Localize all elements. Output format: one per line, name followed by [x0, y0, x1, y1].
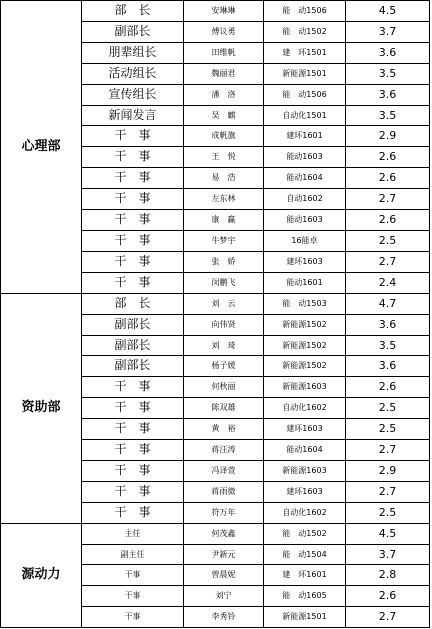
score-cell: 2.7: [346, 440, 430, 461]
table-row: [1, 1, 430, 22]
role-cell: 干事: [82, 565, 184, 586]
name-cell: 康 赢: [184, 210, 264, 231]
table-row: [1, 523, 430, 544]
class-cell: 能动1603: [264, 210, 346, 231]
name-cell: 曾晨妮: [184, 565, 264, 586]
role-cell: 干 事: [82, 189, 184, 210]
role-cell: 干 事: [82, 460, 184, 481]
role-cell: 副部长: [82, 356, 184, 377]
class-cell: 能动1604: [264, 440, 346, 461]
role-cell: 干 事: [82, 377, 184, 398]
role-cell: 干事: [82, 607, 184, 628]
name-cell: 陈双雄: [184, 398, 264, 419]
class-cell: 能动1604: [264, 168, 346, 189]
name-cell: 尹新元: [184, 544, 264, 565]
class-cell: 能动1603: [264, 147, 346, 168]
name-cell: 杨子媛: [184, 356, 264, 377]
role-cell: 干 事: [82, 147, 184, 168]
role-cell: 宣传组长: [82, 84, 184, 105]
class-cell: 建环1603: [264, 251, 346, 272]
class-cell: 能 动1506: [264, 1, 346, 22]
class-cell: 新能源1603: [264, 460, 346, 481]
class-cell: 新能源1502: [264, 356, 346, 377]
class-cell: 新能源1603: [264, 377, 346, 398]
class-cell: 建环1603: [264, 481, 346, 502]
score-cell: 2.5: [346, 419, 430, 440]
name-cell: 左东林: [184, 189, 264, 210]
score-cell: 2.6: [346, 168, 430, 189]
class-cell: 能动1601: [264, 272, 346, 293]
name-cell: 李秀铃: [184, 607, 264, 628]
role-cell: 活动组长: [82, 63, 184, 84]
role-cell: 副主任: [82, 544, 184, 565]
class-cell: 新能源1501: [264, 63, 346, 84]
score-cell: 2.6: [346, 147, 430, 168]
score-cell: 2.6: [346, 377, 430, 398]
name-cell: 易 浩: [184, 168, 264, 189]
class-cell: 新能源1502: [264, 335, 346, 356]
score-cell: 2.7: [346, 481, 430, 502]
department-name: 资助部: [1, 293, 82, 523]
role-cell: 干 事: [82, 502, 184, 523]
score-cell: 3.6: [346, 314, 430, 335]
name-cell: 王 悦: [184, 147, 264, 168]
score-cell: 2.9: [346, 126, 430, 147]
score-cell: 2.8: [346, 565, 430, 586]
score-cell: 3.5: [346, 105, 430, 126]
name-cell: 黄 裕: [184, 419, 264, 440]
role-cell: 干 事: [82, 251, 184, 272]
class-cell: 建 环1601: [264, 565, 346, 586]
score-cell: 2.4: [346, 272, 430, 293]
name-cell: 冯译萱: [184, 460, 264, 481]
name-cell: 张 娇: [184, 251, 264, 272]
role-cell: 干 事: [82, 126, 184, 147]
class-cell: 能 动1502: [264, 523, 346, 544]
role-cell: 朋辈组长: [82, 42, 184, 63]
name-cell: 傅议勇: [184, 21, 264, 42]
role-cell: 干事: [82, 586, 184, 607]
score-cell: 3.6: [346, 84, 430, 105]
name-cell: 潘 洛: [184, 84, 264, 105]
name-cell: 田维帆: [184, 42, 264, 63]
department-name: 心理部: [1, 1, 82, 294]
score-cell: 4.5: [346, 523, 430, 544]
score-cell: 2.6: [346, 586, 430, 607]
class-cell: 能 动1605: [264, 586, 346, 607]
score-cell: 3.7: [346, 21, 430, 42]
score-cell: 2.5: [346, 398, 430, 419]
name-cell: 何秋丽: [184, 377, 264, 398]
class-cell: 新能源1501: [264, 607, 346, 628]
name-cell: 刘宁: [184, 586, 264, 607]
score-cell: 4.5: [346, 1, 430, 22]
score-cell: 3.5: [346, 335, 430, 356]
score-cell: 3.5: [346, 63, 430, 84]
name-cell: 蒋雨微: [184, 481, 264, 502]
score-cell: 2.6: [346, 210, 430, 231]
role-cell: 部 长: [82, 1, 184, 22]
role-cell: 干 事: [82, 210, 184, 231]
name-cell: 闵鹏飞: [184, 272, 264, 293]
role-cell: 副部长: [82, 314, 184, 335]
name-cell: 刘 云: [184, 293, 264, 314]
role-cell: 部 长: [82, 293, 184, 314]
role-cell: 副部长: [82, 335, 184, 356]
score-cell: 4.7: [346, 293, 430, 314]
score-cell: 2.7: [346, 189, 430, 210]
class-cell: 能 动1506: [264, 84, 346, 105]
class-cell: 建环1601: [264, 126, 346, 147]
score-cell: 2.7: [346, 607, 430, 628]
class-cell: 能 动1502: [264, 21, 346, 42]
class-cell: 能 动1503: [264, 293, 346, 314]
class-cell: 能 动1504: [264, 544, 346, 565]
name-cell: 成帆旗: [184, 126, 264, 147]
role-cell: 干 事: [82, 398, 184, 419]
table-row: [1, 293, 430, 314]
score-cell: 3.6: [346, 356, 430, 377]
department-name: 源动力: [1, 523, 82, 628]
score-cell: 2.7: [346, 251, 430, 272]
score-cell: 2.5: [346, 230, 430, 251]
name-cell: 符万年: [184, 502, 264, 523]
class-cell: 建 环1501: [264, 42, 346, 63]
class-cell: 新能源1502: [264, 314, 346, 335]
role-cell: 干 事: [82, 440, 184, 461]
role-cell: 副部长: [82, 21, 184, 42]
role-cell: 干 事: [82, 230, 184, 251]
class-cell: 自动1602: [264, 189, 346, 210]
role-cell: 干 事: [82, 168, 184, 189]
role-cell: 干 事: [82, 272, 184, 293]
name-cell: 何茂鑫: [184, 523, 264, 544]
name-cell: 牛梦宇: [184, 230, 264, 251]
score-cell: 2.9: [346, 460, 430, 481]
role-cell: 新闻发言: [82, 105, 184, 126]
name-cell: 向伟贤: [184, 314, 264, 335]
class-cell: 16能卓: [264, 230, 346, 251]
role-cell: 主任: [82, 523, 184, 544]
name-cell: 吴 麒: [184, 105, 264, 126]
class-cell: 自动化1501: [264, 105, 346, 126]
name-cell: 蒋汪涛: [184, 440, 264, 461]
class-cell: 自动化1602: [264, 398, 346, 419]
role-cell: 干 事: [82, 481, 184, 502]
class-cell: 建环1603: [264, 419, 346, 440]
name-cell: 刘 琦: [184, 335, 264, 356]
score-cell: 3.6: [346, 42, 430, 63]
role-cell: 干 事: [82, 419, 184, 440]
score-cell: 3.7: [346, 544, 430, 565]
score-cell: 2.5: [346, 502, 430, 523]
name-cell: 安琳琳: [184, 1, 264, 22]
name-cell: 魏丽君: [184, 63, 264, 84]
class-cell: 自动化1602: [264, 502, 346, 523]
